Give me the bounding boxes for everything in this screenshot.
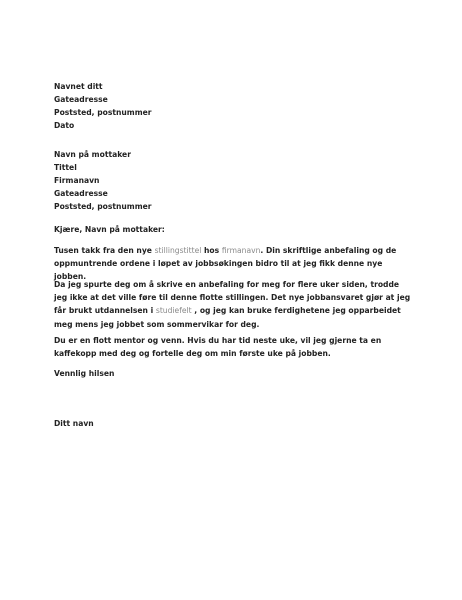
placeholder-company: firmanavn xyxy=(221,246,261,255)
recipient-title: Tittel xyxy=(54,163,77,172)
placeholder-job-title: stillingstittel xyxy=(154,246,202,255)
recipient-city-zip: Poststed, postnummer xyxy=(54,202,152,211)
recipient-name: Navn på mottaker xyxy=(54,150,131,159)
signature-name: Ditt navn xyxy=(54,419,94,428)
sender-city-zip: Poststed, postnummer xyxy=(54,108,152,117)
sender-street: Gateadresse xyxy=(54,95,108,104)
recipient-address xyxy=(54,148,414,213)
salutation: Kjære, Navn på mottaker: xyxy=(54,225,165,234)
recipient-company: Firmanavn xyxy=(54,176,100,185)
paragraph-thanks-text-c: . Din skriftlige anbefaling og de oppmuntrende ordene i løpet av jobbsøkingen bidro til at jeg fikk denne nye jobben. xyxy=(54,246,397,282)
sender-date: Dato xyxy=(54,121,75,130)
sender-name: Navnet ditt xyxy=(54,82,103,91)
recipient-street: Gateadresse xyxy=(54,189,108,198)
sender-address xyxy=(54,80,414,132)
paragraph-thanks-text-a: Tusen takk fra den nye xyxy=(54,246,155,255)
paragraph-recommendation-text-b: , og jeg kan bruke ferdighetene jeg opparbeidet meg mens jeg jobbet som sommervikar for deg. xyxy=(54,306,401,329)
paragraph-thanks-text-b: hos xyxy=(201,246,222,255)
closing: Vennlig hilsen xyxy=(54,369,115,378)
paragraph-mentor: Du er en flott mentor og venn. Hvis du har tid neste uke, vil jeg gjerne ta en kaffekopp med deg og fortelle deg om min første uke på jobben. xyxy=(54,336,382,359)
paragraph-recommendation xyxy=(54,278,414,331)
placeholder-field-of-study: studiefelt xyxy=(155,306,192,316)
paragraph-recommendation-text-a: Da jeg spurte deg om å skrive en anbefaling for meg for flere uker siden, trodde jeg ikke at det ville føre til denne flotte stillingen. Det nye jobbansvaret gjør at jeg får brukt utdannelsen i xyxy=(54,280,411,316)
